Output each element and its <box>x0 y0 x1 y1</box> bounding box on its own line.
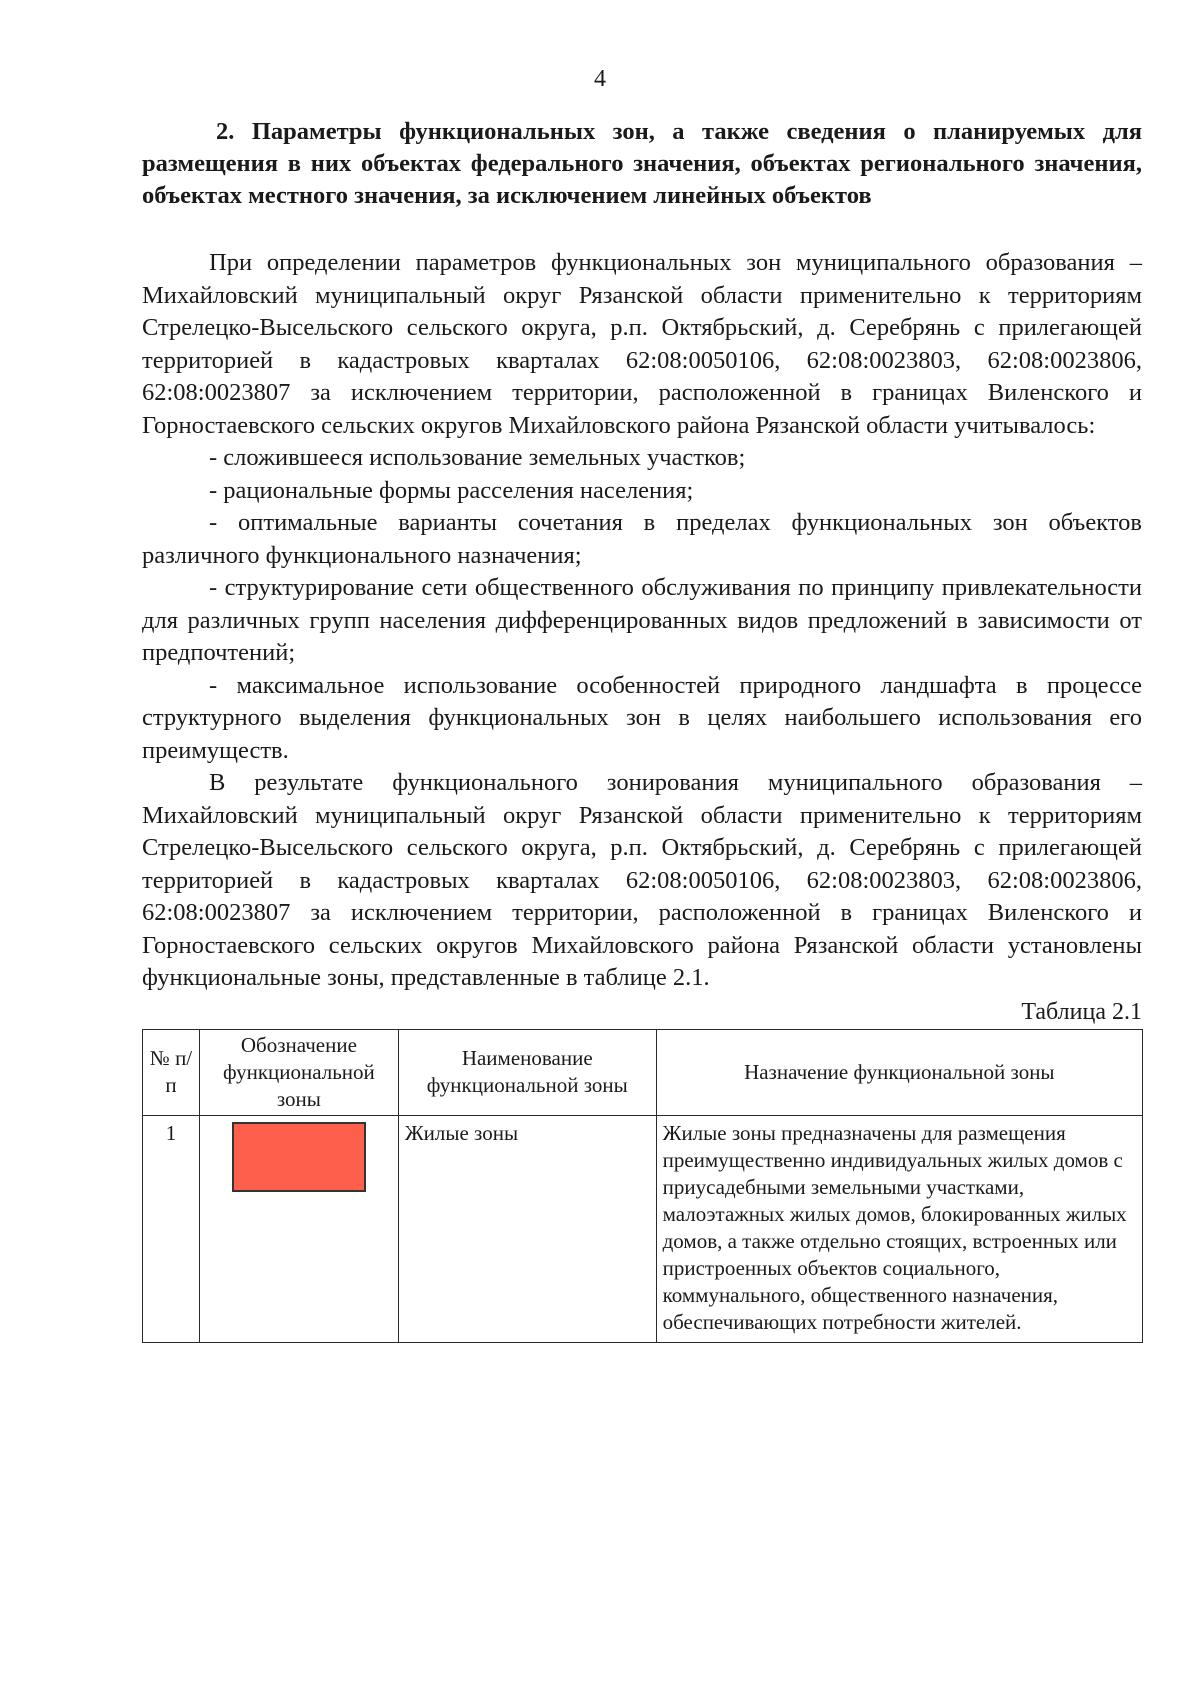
cell-purpose: Жилые зоны предназначены для размещения преимущественно индивидуальных жилых домов с приусадебными земельными участками, малоэтажных жилых домов, блокированных жилых домов, а также отдельно стоящих, встроенных или пристроенных объектов социального, коммунального, общественного назначения, обеспечивающих потребности жителей. <box>656 1115 1142 1342</box>
zone-color-swatch <box>232 1122 366 1192</box>
list-item-land-use: - сложившееся использование земельных участков; <box>209 444 746 471</box>
cell-designation <box>199 1115 398 1342</box>
spacer <box>142 212 1142 247</box>
list-item-optimal-combination: - оптимальные варианты сочетания в пределах функциональных зон объектов различного функционального назначения; <box>142 509 1142 569</box>
zones-table <box>142 1029 1143 1343</box>
table-caption: Таблица 2.1 <box>1021 998 1142 1025</box>
cell-name: Жилые зоны <box>398 1115 656 1342</box>
header-num: № п/п <box>143 1029 200 1115</box>
page-number: 4 <box>594 66 606 92</box>
section-heading: 2. Параметры функциональных зон, а также сведения о планируемых для размещения в них объектах федерального значения, объектах регионального значения, объектах местного значения, за исключением линейных объектов <box>142 118 1142 209</box>
header-name: Наименование функциональной зоны <box>398 1029 656 1115</box>
list-item-landscape: - максимальное использование особенностей природного ландшафта в процессе структурного выделения функциональных зон в целях наибольшего использования его преимуществ. <box>142 671 1142 764</box>
list-item-settlement-forms: - рациональные формы расселения населения; <box>209 476 694 504</box>
paragraph-intro: При определении параметров функциональных зон муниципального образования – Михайловский муниципальный округ Рязанской области применительно к территориям Стрелецко-Высельского сельского округа, р.п. Октябрьский, д. Серебрянь с прилегающей территорией в кадастровых кварталах 62:08:0050106, 62:08:0023803, 62:08:0023806, 62:08:0023807 за исключением территории, расположенной в границах Виленского и Горностаевского сельских округов Михайловского района Рязанской области учитывалось: <box>142 249 1142 439</box>
table-row <box>143 1115 1143 1342</box>
cell-num: 1 <box>143 1115 200 1342</box>
table-header-row <box>143 1029 1143 1115</box>
list-item-service-network: - структурирование сети общественного обслуживания по принципу привлекательности для различных групп населения дифференцированных видов предложений в зависимости от предпочтений; <box>142 574 1142 666</box>
document-body <box>142 116 1142 1343</box>
header-designation: Обозначение функциональной зоны <box>199 1029 398 1115</box>
paragraph-result: В результате функционального зонирования муниципального образования – Михайловский муниципальный округ Рязанской области применительно к территориям Стрелецко-Высельского сельского округа, р.п. Октябрьский, д. Серебрянь с прилегающей территорией в кадастровых кварталах 62:08:0050106, 62:08:0023803, 62:08:0023806, 62:08:0023807 за исключением территории, расположенной в границах Виленского и Горностаевского сельских округов Михайловского района Рязанской области установлены функциональные зоны, представленные в таблице 2.1. <box>142 769 1142 991</box>
header-purpose: Назначение функциональной зоны <box>656 1029 1142 1115</box>
